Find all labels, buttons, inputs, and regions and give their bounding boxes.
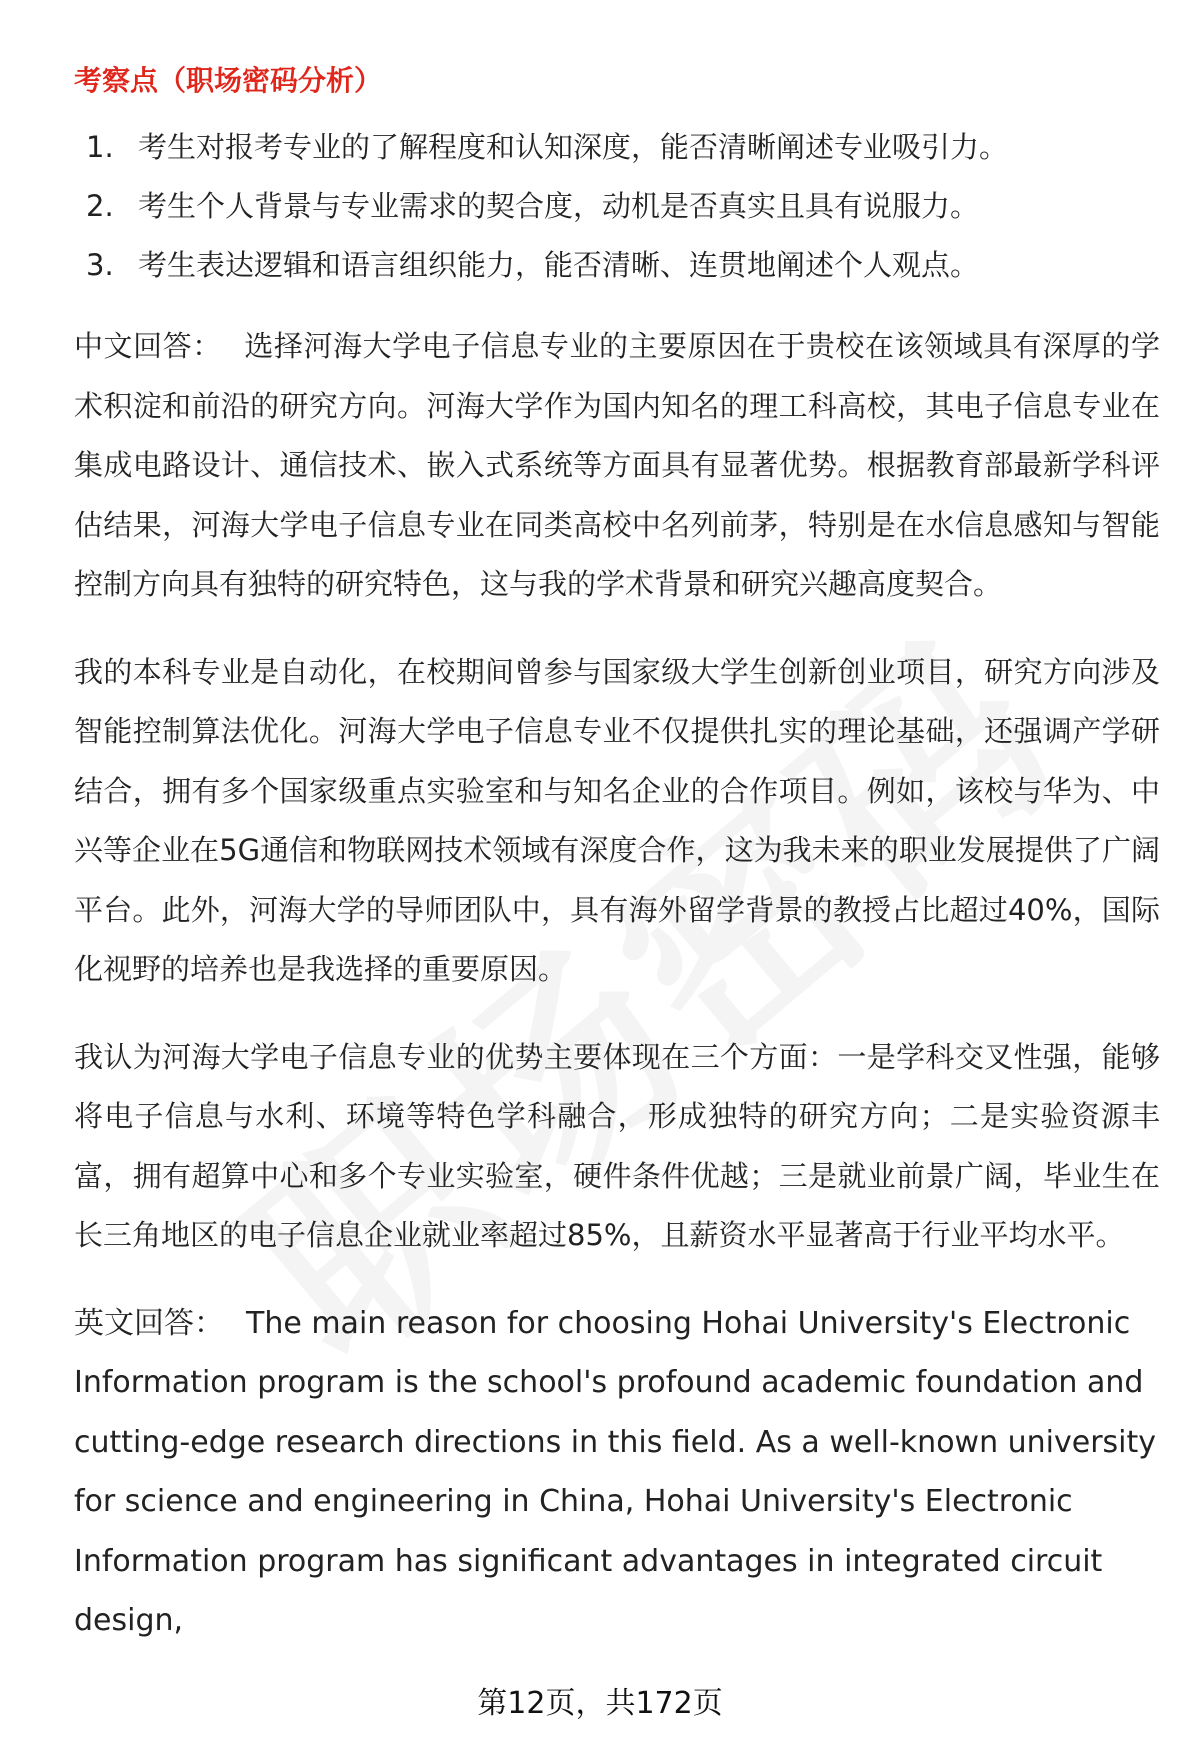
list-item-number: 1. [86, 130, 114, 164]
list-item [74, 236, 1160, 295]
page-number: 第12页，共172页 [477, 1686, 723, 1721]
list-item-text: 考生表达逻辑和语言组织能力，能否清晰、连贯地阐述个人观点。 [138, 248, 980, 282]
english-answer-paragraph [74, 1294, 1160, 1651]
list-item-number: 3. [86, 248, 114, 282]
document-body [74, 56, 1160, 1679]
assessment-points-list [74, 118, 1160, 295]
english-answer-text: The main reason for choosing Hohai University's Electronic Information program is the school's profound academic foundation and cutting-edge research directions in this field. As a well-known university for science and engineering in China, Hohai University's Electronic Information program has significant advantages in integrated circuit design, [74, 1305, 1157, 1638]
list-item-number: 2. [86, 189, 114, 223]
chinese-answer-paragraph-2: 我的本科专业是自动化，在校期间曾参与国家级大学生创新创业项目，研究方向涉及智能控制算法优化。河海大学电子信息专业不仅提供扎实的理论基础，还强调产学研结合，拥有多个国家级重点实验室和与知名企业的合作项目。例如，该校与华为、中兴等企业在5G通信和物联网技术领域有深度合作，这为我未来的职业发展提供了广阔平台。此外，河海大学的导师团队中，具有海外留学背景的教授占比超过40%，国际化视野的培养也是我选择的重要原因。 [74, 654, 1160, 986]
english-answer-label: 英文回答： [74, 1305, 224, 1341]
chinese-answer-text-1: 选择河海大学电子信息专业的主要原因在于贵校在该领域具有深厚的学术积淀和前沿的研究方向。河海大学作为国内知名的理工科高校，其电子信息专业在集成电路设计、通信技术、嵌入式系统等方面具有显著优势。根据教育部最新学科评估结果，河海大学电子信息专业在同类高校中名列前茅，特别是在水信息感知与智能控制方向具有独特的研究特色，这与我的学术背景和研究兴趣高度契合。 [74, 329, 1160, 601]
list-item-text: 考生个人背景与专业需求的契合度，动机是否真实且具有说服力。 [138, 189, 980, 223]
list-item [74, 177, 1160, 236]
chinese-answer-paragraph-3: 我认为河海大学电子信息专业的优势主要体现在三个方面：一是学科交叉性强，能够将电子信息与水利、环境等特色学科融合，形成独特的研究方向；二是实验资源丰富，拥有超算中心和多个专业实验室，硬件条件优越；三是就业前景广阔，毕业生在长三角地区的电子信息企业就业率超过85%，且薪资水平显著高于行业平均水平。 [74, 1039, 1160, 1252]
section-title: 考察点（职场密码分析） [74, 64, 383, 97]
chinese-answer-label: 中文回答： [74, 329, 222, 363]
chinese-answer-paragraph-1 [74, 317, 1160, 615]
list-item [74, 118, 1160, 177]
list-item-text: 考生对报考专业的了解程度和认知深度，能否清晰阐述专业吸引力。 [138, 130, 1009, 164]
